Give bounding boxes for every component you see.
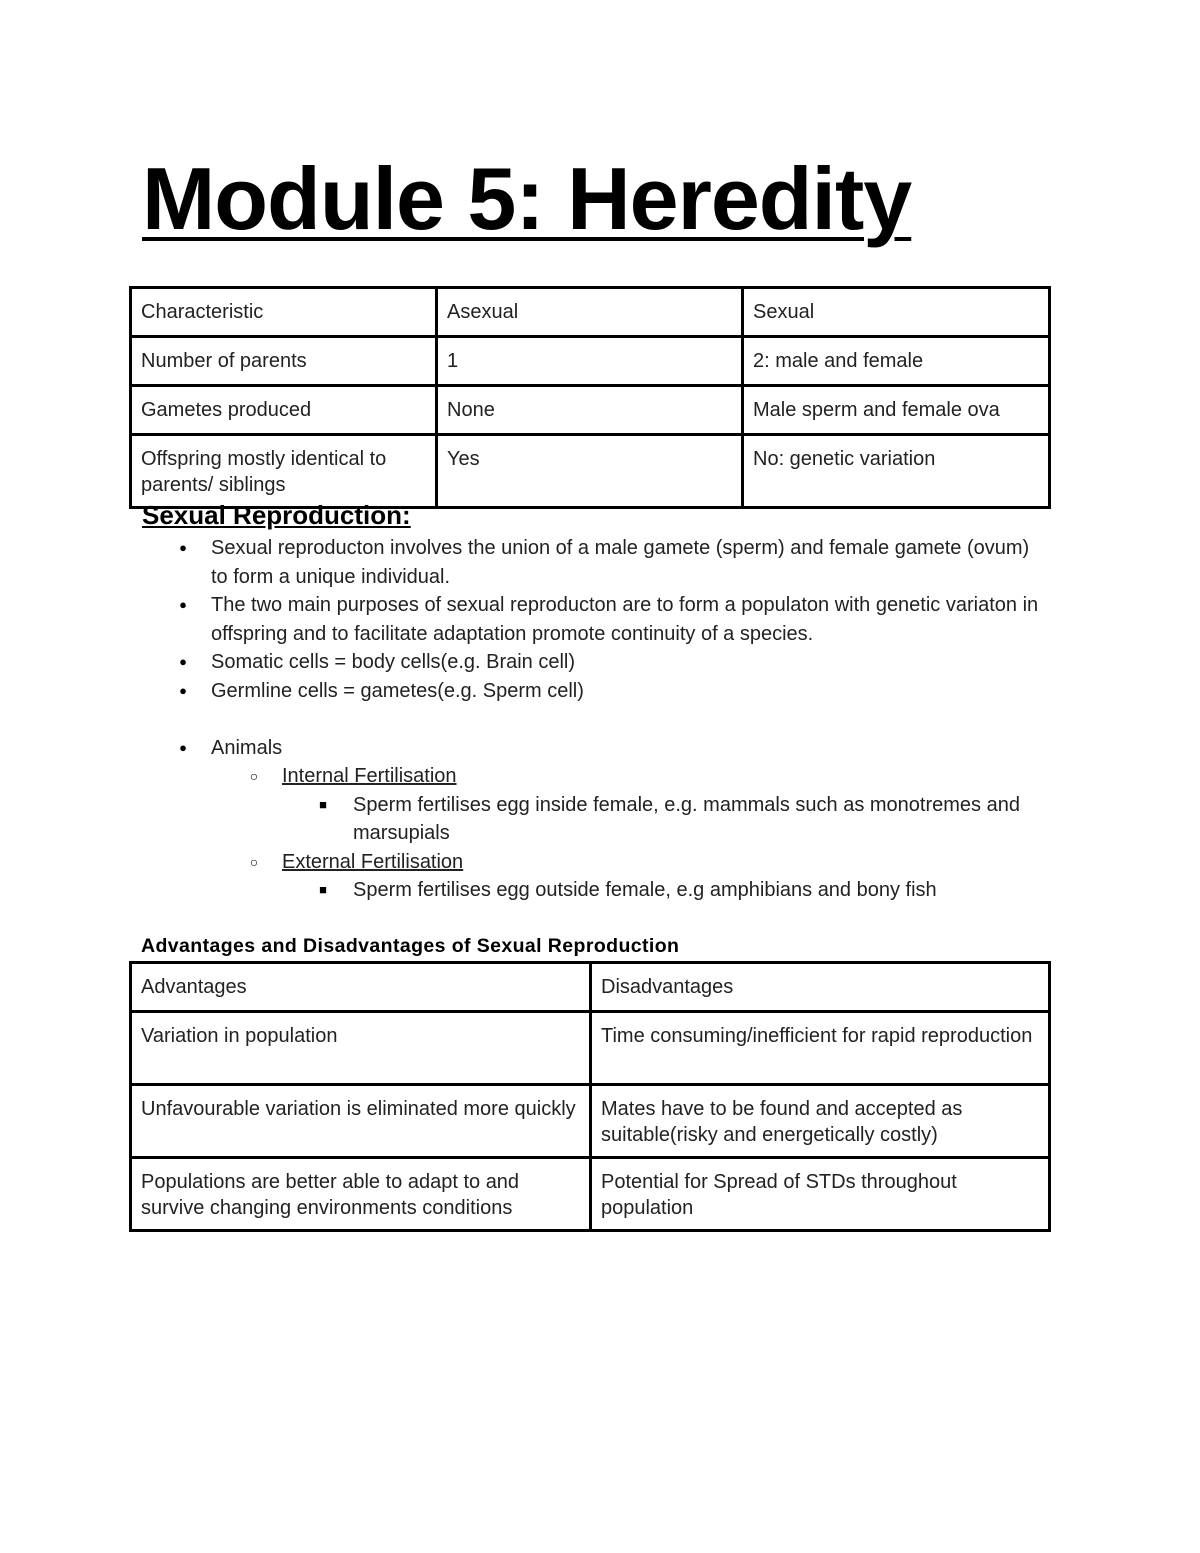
- list-item-text: Sexual reproducton involves the union of a male gamete (sperm) and female gamete (ovum) to form a unique individual.: [211, 537, 1030, 588]
- table-cell: Variation in population: [131, 1012, 591, 1085]
- section-heading-advantages: Advantages and Disadvantages of Sexual Reproduction: [141, 935, 680, 957]
- list-item: [142, 534, 1042, 591]
- list-item-text: Animals: [211, 736, 283, 759]
- bullet-dot-icon: ●: [179, 597, 187, 612]
- table-row: [131, 435, 1050, 508]
- bullet-dot-icon: ●: [179, 654, 187, 669]
- list-item-internal-fertilisation: [142, 762, 1042, 791]
- section-heading-sexual-reproduction: Sexual Reproduction:: [142, 500, 411, 530]
- list-item: [142, 876, 1042, 905]
- list-item: [142, 648, 1042, 677]
- list-item-text: Sperm fertilises egg outside female, e.g amphibians and bony fish: [353, 879, 937, 901]
- list-item-external-fertilisation: [142, 848, 1042, 877]
- table-cell: Populations are better able to adapt to and survive changing environments conditions: [131, 1158, 591, 1231]
- table-cell: Gametes produced: [131, 386, 437, 435]
- table-cell: Yes: [437, 435, 743, 508]
- table-row: [131, 1012, 1050, 1085]
- table-cell: None: [437, 386, 743, 435]
- table-cell: 2: male and female: [743, 337, 1050, 386]
- list-item: [142, 591, 1042, 648]
- table-cell: Mates have to be found and accepted as suitable(risky and energetically costly): [591, 1085, 1050, 1158]
- table-cell: No: genetic variation: [743, 435, 1050, 508]
- list-item-text: Internal Fertilisation: [282, 765, 457, 787]
- table-cell: Potential for Spread of STDs throughout population: [591, 1158, 1050, 1231]
- bullet-dot-icon: ●: [179, 540, 187, 555]
- bullet-circle-icon: ○: [249, 768, 259, 784]
- list-item: [142, 791, 1042, 848]
- bullet-dot-icon: ●: [179, 682, 187, 698]
- table-header-cell: Characteristic: [131, 288, 437, 337]
- table-cell: 1: [437, 337, 743, 386]
- advantages-table: [129, 961, 1051, 1232]
- table-row: [131, 386, 1050, 435]
- page-title: Module 5: Heredity: [142, 149, 912, 248]
- table-row: [131, 1085, 1050, 1158]
- table-cell: Time consuming/inefficient for rapid reproduction: [591, 1012, 1050, 1085]
- table-cell: Offspring mostly identical to parents/ siblings: [131, 435, 437, 508]
- table-header-row: [131, 963, 1050, 1012]
- list-spacer: [142, 705, 1042, 734]
- list-item-text: Germline cells = gametes(e.g. Sperm cell): [211, 679, 584, 702]
- table-header-row: [131, 288, 1050, 337]
- table-header-cell: Asexual: [437, 288, 743, 337]
- bullet-square-icon: ■: [319, 882, 327, 897]
- table-cell: Male sperm and female ova: [743, 386, 1050, 435]
- list-item-text: The two main purposes of sexual reproducton are to form a populaton with genetic variaton in offspring and to facilitate adaptation promote continuity of a species.: [211, 594, 1039, 645]
- table-row: [131, 337, 1050, 386]
- table-row: [131, 1158, 1050, 1231]
- table-header-cell: Disadvantages: [591, 963, 1050, 1012]
- list-item-text: External Fertilisation: [282, 850, 464, 873]
- table-header-cell: Sexual: [743, 288, 1050, 337]
- table-cell: Unfavourable variation is eliminated more quickly: [131, 1085, 591, 1158]
- list-item-animals: [142, 734, 1042, 763]
- list-item-text: Sperm fertilises egg inside female, e.g. mammals such as monotremes and marsupials: [353, 793, 1020, 844]
- bullet-circle-icon: ○: [249, 853, 259, 870]
- list-item: [142, 677, 1042, 706]
- list-item-text: Somatic cells = body cells(e.g. Brain cell): [211, 651, 576, 673]
- comparison-table: [129, 286, 1051, 509]
- table-cell: Number of parents: [131, 337, 437, 386]
- bullet-dot-icon: ●: [179, 739, 187, 755]
- sexual-reproduction-list: [142, 534, 1042, 905]
- bullet-square-icon: ■: [319, 796, 327, 812]
- table-header-cell: Advantages: [131, 963, 591, 1012]
